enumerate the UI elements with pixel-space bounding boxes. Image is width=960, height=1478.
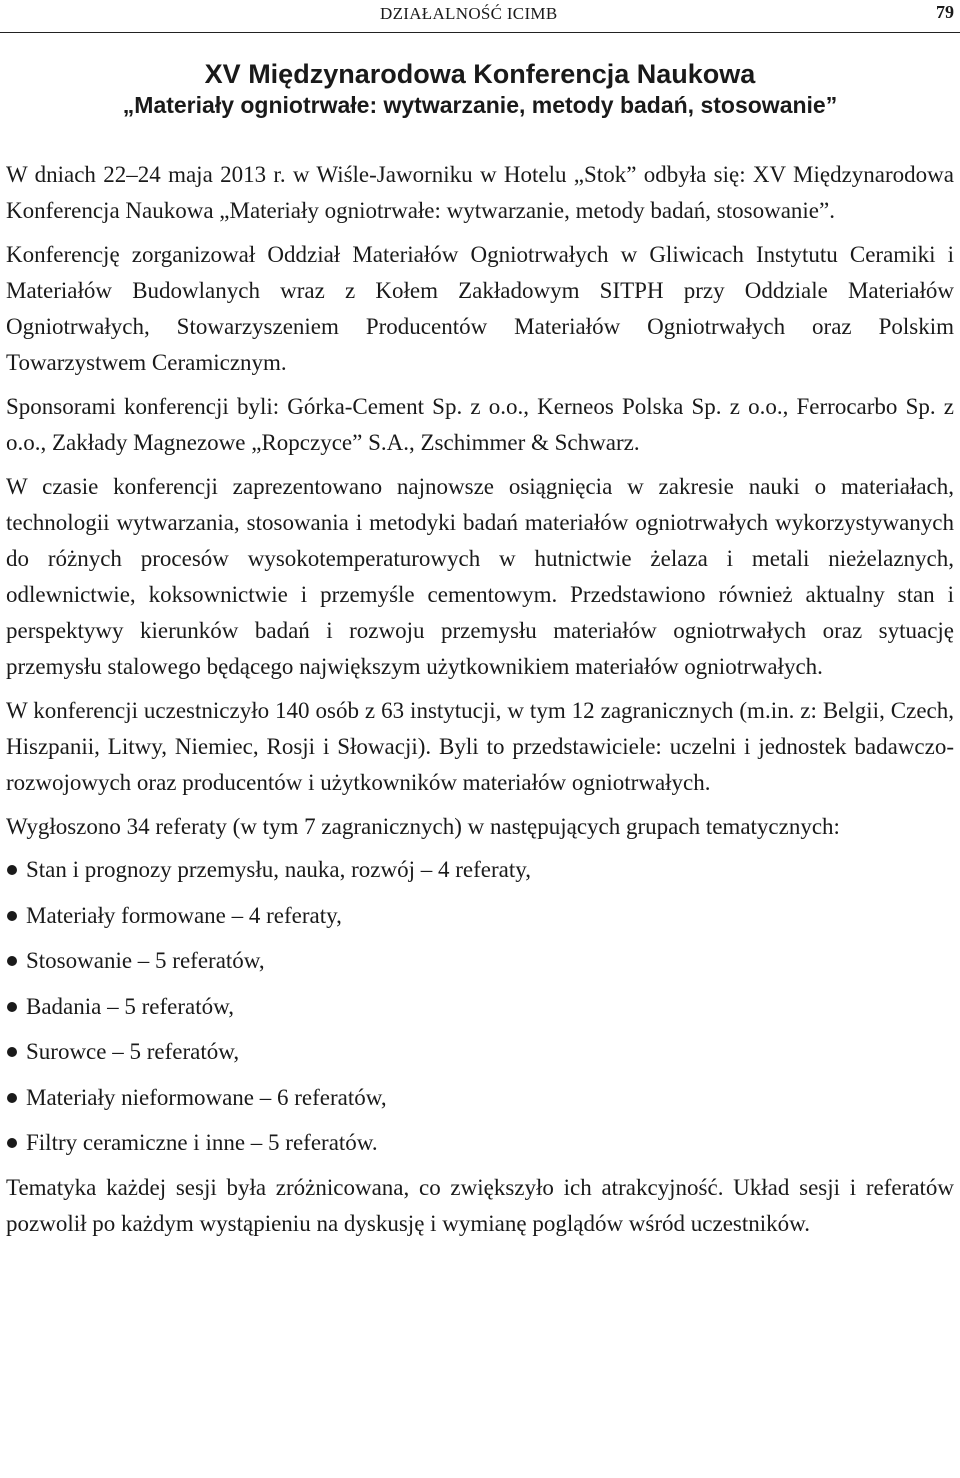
list-item: Stosowanie – 5 referatów, <box>6 938 954 984</box>
paragraph-sponsors: Sponsorami konferencji byli: Górka-Cement Sp. z o.o., Kerneos Polska Sp. z o.o., Ferrocarbo Sp. z o.o., Zakłady Magnezowe „Ropczyce” S.A., Zschimmer & Schwarz. <box>6 394 954 455</box>
bullet-icon <box>7 956 17 966</box>
topic-group-list <box>6 847 954 1166</box>
list-item: Materiały formowane – 4 referaty, <box>6 893 954 939</box>
list-item: Filtry ceramiczne i inne – 5 referatów. <box>6 1120 954 1166</box>
paragraph-closing: Tematyka każdej sesji była zróżnicowana, co zwiększyło ich atrakcyjność. Układ sesji i referatów pozwolił po każdym wystąpieniu na dyskusję i wymianę poglądów wśród uczestników. <box>6 1174 954 1236</box>
paragraph-participants: W konferencji uczestniczyło 140 osób z 63 instytucji, w tym 12 zagranicznych (m.in. z: Belgii, Czech, Hiszpanii, Litwy, Niemiec, Rosji i Słowacji). Byli to przedstawiciele: uczelni i jednostek badawczo-rozwojowych oraz producentów i użytkowników materiałów ogniotrwałych. <box>6 698 954 795</box>
bullet-icon <box>7 1047 17 1057</box>
list-item: Badania – 5 referatów, <box>6 984 954 1030</box>
paragraph-organizers: Konferencję zorganizował Oddział Materiałów Ogniotrwałych w Gliwicach Instytutu Ceramiki i Materiałów Budowlanych wraz z Kołem Zakładowym SITPH przy Oddziale Materiałów Ogniotrwałych, Stowarzyszeniem Producentów Materiałów Ogniotrwałych oraz Polskim Towarzystwem Ceramicznym. <box>6 242 954 375</box>
page-number: 79 <box>936 2 954 22</box>
section-title: DZIAŁALNOŚĆ ICIMB <box>380 4 558 23</box>
article-body <box>6 157 954 1250</box>
paragraph-intro: W dniach 22–24 maja 2013 r. w Wiśle-Jaworniku w Hotelu „Stok” odbyła się: XV Międzynarodowa Konferencja Naukowa „Materiały ogniotrwałe: wytwarzanie, metody badań, stosowanie”. <box>6 162 954 223</box>
bullet-icon <box>7 911 17 921</box>
list-item: Stan i prognozy przemysłu, nauka, rozwój – 4 referaty, <box>6 847 954 893</box>
bullet-icon <box>7 1002 17 1012</box>
title-line-2: „Materiały ogniotrwałe: wytwarzanie, metody badań, stosowanie” <box>122 92 838 119</box>
bullet-icon <box>7 1138 17 1148</box>
bullet-icon <box>7 1093 17 1103</box>
list-item: Materiały nieformowane – 6 referatów, <box>6 1075 954 1121</box>
article-title <box>0 58 960 120</box>
bullet-icon <box>7 865 17 875</box>
running-header <box>0 0 960 33</box>
list-item: Surowce – 5 referatów, <box>6 1029 954 1075</box>
title-line-1: XV Międzynarodowa Konferencja Naukowa <box>204 59 756 89</box>
paragraph-topics: W czasie konferencji zaprezentowano najnowsze osiągnięcia w zakresie nauki o materiałach, technologii wytwarzania, stosowania i metodyki badań materiałów ogniotrwałych wykorzystywanych do różnych procesów wysokotemperaturowych w hutnictwie żelaza i metali nieżelaznych, odlewnictwie, koksownictwie i przemyśle cementowym. Przedstawiono również aktualny stan i perspektywy kierunków badań i rozwoju przemysłu materiałów ogniotrwałych oraz sytuację przemysłu stalowego będącego największym użytkownikiem materiałów ogniotrwałych. <box>6 474 954 679</box>
paragraph-papers: Wygłoszono 34 referaty (w tym 7 zagranicznych) w następujących grupach tematycznych: <box>6 814 840 839</box>
